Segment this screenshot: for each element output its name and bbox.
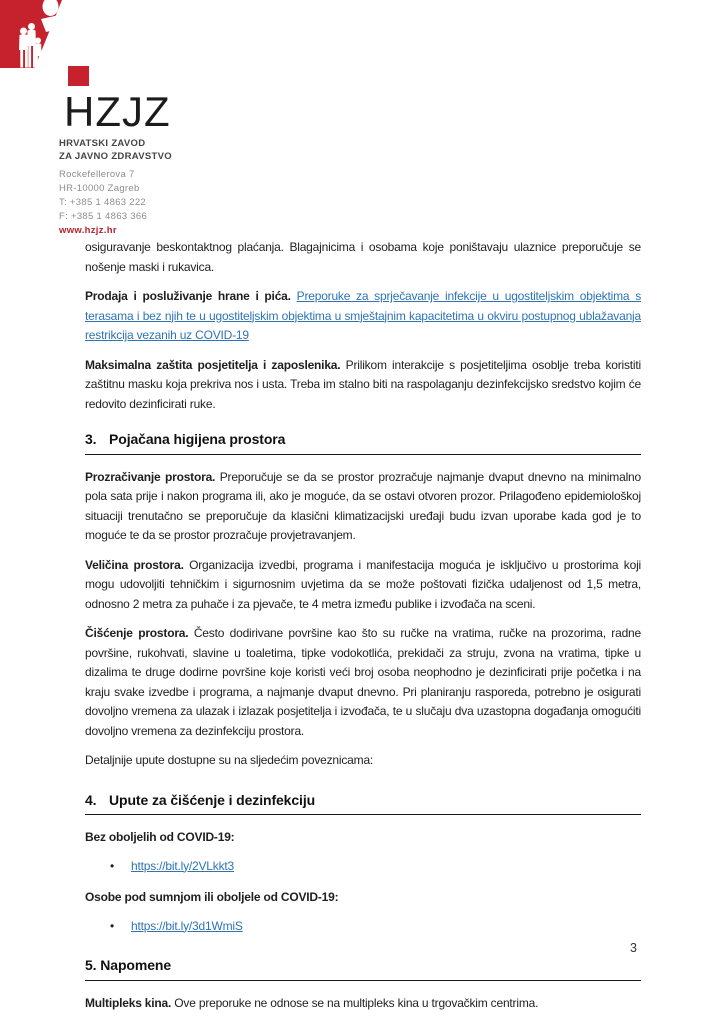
cleaning-lead: Čišćenje prostora. — [85, 626, 189, 640]
food-service-lead: Prodaja i posluživanje hrane i pića. — [85, 289, 291, 303]
space-size-lead: Veličina prostora. — [85, 557, 184, 572]
section-3-number: 3. — [85, 431, 97, 447]
multiplex-paragraph — [85, 994, 641, 1014]
protection-text: Prilikom interakcije s posjetiteljima osoblje treba koristiti zaštitnu masku koja prekriva nos i usta. Treba im stalno biti na raspolaganju dezinfekcijsko sredstvo kojim će redovito dezinficirati ruke. — [85, 357, 641, 411]
address-city: HR-10000 Zagreb — [59, 183, 140, 194]
document-content — [85, 238, 641, 1023]
covid-suspect-list-item — [85, 917, 641, 937]
org-acronym: HZJZ — [64, 88, 171, 135]
address-street: Rockefellerova 7 — [59, 169, 135, 180]
website-link[interactable]: www.hzjz.hr — [59, 225, 117, 236]
phone-line: T: +385 1 4863 222 — [59, 197, 147, 208]
protection-lead: Maksimalna zaštita posjetitelja i zaposlenika. — [85, 357, 341, 372]
food-service-paragraph — [85, 287, 641, 346]
food-service-guidelines-link[interactable]: Preporuke za sprječavanje infekcije u ugostiteljskim objektima s terasama i bez njih te u ugostiteljskim objektima u smještajnim kapacitetima u okviru postupnog ublažavanja restrikcija vezanih uz COVID-19 — [85, 289, 642, 342]
section-5-heading: 5. Napomene — [85, 956, 641, 981]
fax-line: F: +385 1 4863 366 — [59, 211, 148, 222]
no-covid-subheading: Bez oboljelih od COVID-19: — [85, 830, 235, 844]
section-4-number: 4. — [85, 791, 97, 808]
ventilation-lead: Prozračivanje prostora. — [85, 469, 216, 484]
no-covid-guidelines-link[interactable]: https://bit.ly/2VLkkt3 — [131, 858, 234, 873]
section-4-title: Upute za čišćenje i dezinfekciju — [109, 791, 316, 808]
covid-suspect-subheading: Osobe pod sumnjom ili oboljele od COVID-19: — [85, 890, 339, 904]
logo-red-square-icon — [68, 66, 89, 86]
no-covid-list-item — [85, 857, 641, 877]
cleaning-text: Često dodirivane površine kao što su ručke na vratima, ručke na prozorima, radne površine, rukohvati, slavine u toaletima, tipke vodokotlića, prekidači za struju, zvona na vratima, tipke u dizalima te druge dodirne površine koje koristi veći broj osoba neophodno je dezinficirati prije početka i na kraju svake izvedbe i programa, a najmanje dvaput dnevno. Pri planiranju rasporeda, potrebno je osigurati dovoljno vremena za ulazak i izlazak posjetitelja i izvođača, te u slučaju dva uzastopna događanja omogućiti dovoljno vremena za dezinfekciju prostora. — [85, 626, 641, 738]
links-intro-paragraph: Detaljnije upute dostupne su na sljedećim poveznicama: — [85, 753, 374, 767]
multiplex-text: Ove preporuke ne odnose se na multipleks kina u trgovačkim centrima. — [174, 995, 539, 1010]
ventilation-paragraph — [85, 468, 641, 546]
bullet-icon: • — [110, 918, 115, 933]
space-size-text: Organizacija izvedbi, programa i manifestacija moguća je isključivo u prostorima koji mogu udovoljiti tehničkim i sigurnosnim uvjetima da se može poštovati fizička udaljenost od 1,5 metra, odnosno 2 metra za puhače i za pjevače, te 4 metra između publike i izvođača na sceni. — [85, 557, 642, 611]
section-3-title: Pojačana higijena prostora — [109, 431, 286, 447]
org-name-line1: HRVATSKI ZAVOD — [59, 138, 146, 149]
multiplex-lead: Multipleks kina. — [85, 995, 172, 1010]
bullet-icon: • — [110, 858, 115, 873]
space-size-paragraph — [85, 556, 641, 615]
cleaning-paragraph — [85, 624, 641, 741]
page-number: 3 — [630, 941, 637, 955]
ventilation-text: Preporučuje se da se prostor prozračuje najmanje dvaput dnevno na minimalno pola sata prije i nakon programa ili, ako je moguće, da se ostavi otvoren prozor. Prilagođeno epidemiološkoj situaciji trenutačno se preporučuje da klasični klimatizacijski uređaji budu izvan uporabe kada god je to moguće te da se prostor prozračuje provjetravanjem. — [85, 469, 641, 542]
section-3-heading — [85, 430, 641, 455]
protection-paragraph — [85, 356, 641, 415]
section-4-heading — [85, 791, 641, 816]
covid-suspect-guidelines-link[interactable]: https://bit.ly/3d1WmiS — [131, 918, 243, 933]
intro-paragraph: osiguravanje beskontaktnog plaćanja. Blagajnicima i osobama koje poništavaju ulaznice preporučuje se nošenje maski i rukavica. — [85, 240, 641, 274]
org-name-line2: ZA JAVNO ZDRAVSTVO — [59, 151, 172, 162]
letterhead-text — [59, 137, 172, 238]
